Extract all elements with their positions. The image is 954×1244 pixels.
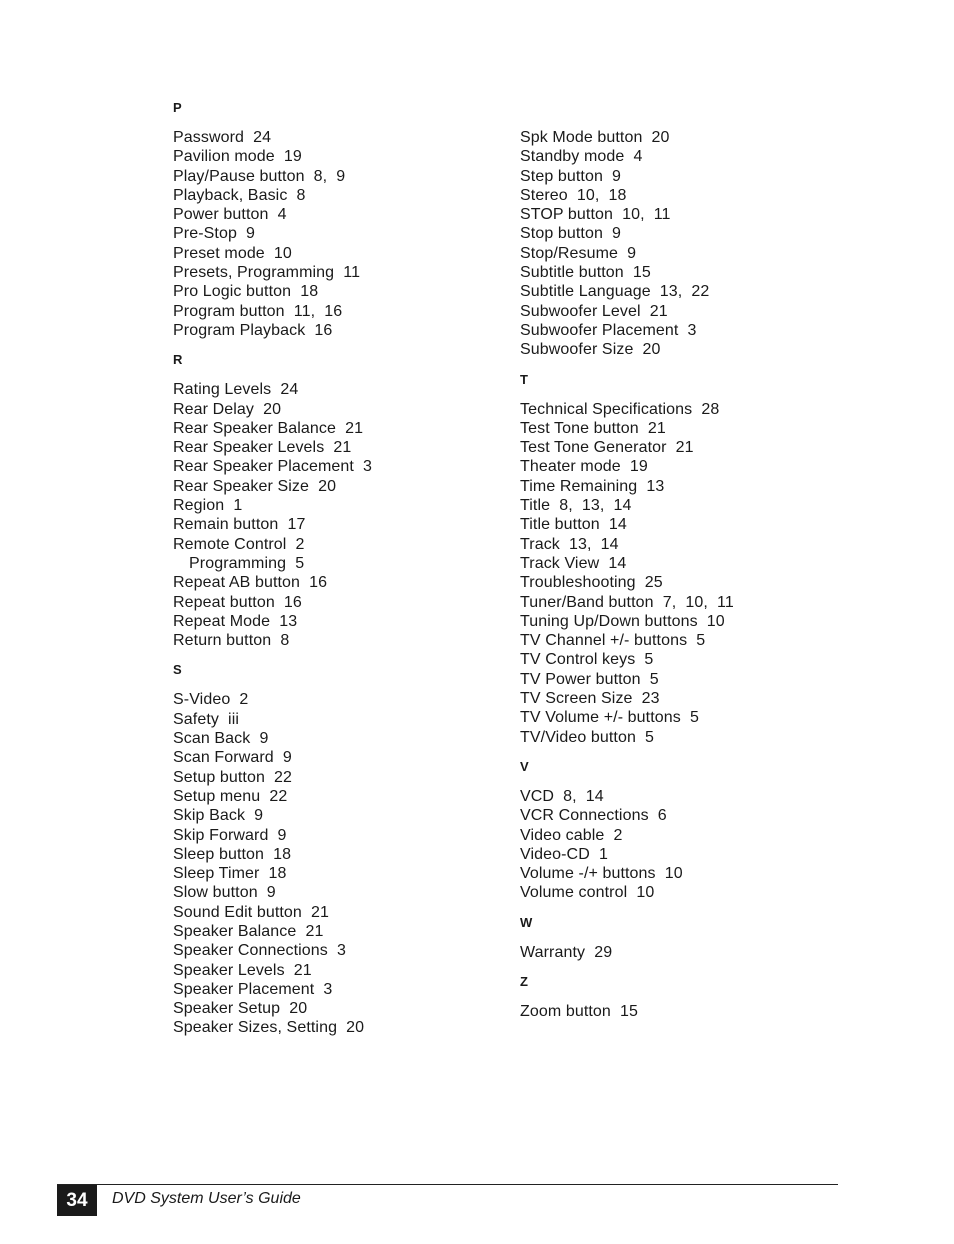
index-entry: TV Power button 5 (520, 670, 659, 688)
index-entry: Sleep Timer 18 (173, 865, 287, 883)
index-entry: Theater mode 19 (520, 458, 648, 476)
index-section (173, 350, 503, 650)
index-entry: Playback, Basic 8 (173, 186, 306, 204)
index-entry: Zoom button 15 (520, 1002, 639, 1020)
index-entry: Tuner/Band button 7, 10, 11 (520, 593, 734, 611)
index-entry: Password 24 (173, 129, 272, 146)
index-section (520, 757, 850, 903)
index-entry: Skip Forward 9 (173, 826, 287, 844)
index-entry: Subwoofer Level 21 (520, 302, 668, 320)
index-entry: Pre-Stop 9 (173, 225, 256, 243)
index-entry: VCD 8, 14 (520, 787, 604, 805)
index-entry: Rear Speaker Placement 3 (173, 458, 373, 476)
section-letter-heading: S (173, 662, 182, 678)
index-entry: Standby mode 4 (520, 148, 643, 166)
index-entry: Video cable 2 (520, 826, 623, 844)
index-entry: Stop/Resume 9 (520, 244, 637, 262)
index-entry: Scan Back 9 (173, 730, 269, 748)
index-entry: S-Video 2 (173, 691, 249, 709)
index-entry: Speaker Sizes, Setting 20 (173, 1019, 365, 1037)
index-entry: TV Control keys 5 (520, 651, 654, 669)
index-entry: Subwoofer Placement 3 (520, 321, 697, 339)
index-entry: Spk Mode button 20 (520, 129, 670, 146)
index-subentry: Programming 5 (189, 554, 305, 572)
index-section (173, 98, 503, 340)
section-letter-heading: P (173, 100, 182, 115)
index-entry: Title button 14 (520, 516, 627, 534)
index-entry: Repeat button 16 (173, 593, 302, 611)
index-entry: Test Tone button 21 (520, 419, 666, 437)
index-entry: Rear Speaker Balance 21 (173, 419, 364, 437)
index-entry: Setup menu 22 (173, 787, 288, 805)
index-entry: Stop button 9 (520, 225, 622, 243)
index-entry: Time Remaining 13 (520, 477, 665, 495)
index-entry: Pavilion mode 19 (173, 148, 302, 166)
index-entry: Scan Forward 9 (173, 749, 292, 767)
index-entry: Power button 4 (173, 206, 287, 224)
index-entry: Subtitle Language 13, 22 (520, 283, 710, 301)
footer-rule (57, 1184, 838, 1185)
index-entry: Title 8, 13, 14 (520, 497, 632, 515)
index-entry: Remain button 17 (173, 516, 306, 534)
index-entry: Technical Specifications 28 (520, 400, 720, 418)
index-section (173, 660, 503, 1037)
index-entry: Troubleshooting 25 (520, 574, 663, 592)
index-entry: Tuning Up/Down buttons 10 (520, 612, 725, 630)
index-entry: Play/Pause button 8, 9 (173, 167, 346, 185)
index-entry: Remote Control 2 (173, 535, 305, 553)
index-entry: Track 13, 14 (520, 535, 619, 553)
index-entry: Setup button 22 (173, 768, 293, 786)
index-entry: Sleep button 18 (173, 845, 292, 863)
index-entry: Track View 14 (520, 554, 627, 572)
index-section (520, 128, 850, 360)
index-entry: TV Volume +/- buttons 5 (520, 709, 699, 727)
index-entry: Subwoofer Size 20 (520, 341, 661, 359)
index-entry: Return button 8 (173, 632, 290, 650)
index-entry: Rating Levels 24 (173, 381, 299, 399)
index-entry: Repeat Mode 13 (173, 612, 298, 630)
index-entry: Volume -/+ buttons 10 (520, 865, 683, 883)
index-entry: Pro Logic button 18 (173, 283, 319, 301)
index-entry: Rear Speaker Levels 21 (173, 439, 352, 457)
index-entry: Volume control 10 (520, 884, 655, 902)
index-entry: Speaker Connections 3 (173, 942, 346, 960)
index-entry: Program button 11, 16 (173, 302, 343, 320)
index-entry: Speaker Levels 21 (173, 961, 312, 979)
section-letter-heading: V (520, 758, 529, 774)
index-section (520, 370, 850, 747)
index-entry: Subtitle button 15 (520, 264, 651, 282)
index-entry: Skip Back 9 (173, 807, 264, 825)
section-letter-heading: R (173, 352, 183, 368)
index-entry: Program Playback 16 (173, 321, 333, 339)
index-section (520, 913, 850, 962)
index-entry: Speaker Balance 21 (173, 922, 324, 940)
index-entry: TV Channel +/- buttons 5 (520, 632, 706, 650)
index-entry: Stereo 10, 18 (520, 186, 627, 204)
index-entry: TV Screen Size 23 (520, 690, 660, 708)
index-entry: Speaker Setup 20 (173, 1000, 308, 1018)
page-number: 34 (57, 1185, 97, 1216)
index-entry: Slow button 9 (173, 884, 276, 902)
index-entry: VCR Connections 6 (520, 807, 667, 825)
index-entry: STOP button 10, 11 (520, 206, 671, 224)
section-letter-heading: T (520, 371, 528, 387)
index-entry: Step button 9 (520, 167, 622, 185)
index-entry: Sound Edit button 21 (173, 903, 329, 921)
index-entry: Repeat AB button 16 (173, 574, 328, 592)
index-entry: TV/Video button 5 (520, 728, 655, 746)
index-entry: Presets, Programming 11 (173, 264, 361, 282)
index-column-right (520, 128, 850, 1021)
section-letter-heading: W (520, 914, 533, 930)
guide-title: DVD System User’s Guide (112, 1190, 301, 1207)
index-entry: Region 1 (173, 497, 243, 515)
index-entry: Rear Delay 20 (173, 400, 282, 418)
index-entry: Test Tone Generator 21 (520, 439, 694, 457)
index-entry: Speaker Placement 3 (173, 980, 333, 998)
section-letter-heading: Z (520, 973, 528, 989)
index-entry: Rear Speaker Size 20 (173, 477, 337, 495)
index-entry: Video-CD 1 (520, 845, 608, 863)
index-entry: Safety iii (173, 710, 240, 728)
index-entry: Warranty 29 (520, 943, 613, 961)
index-section (520, 972, 850, 1021)
index-entry: Preset mode 10 (173, 244, 292, 262)
index-column-left (173, 98, 503, 1038)
